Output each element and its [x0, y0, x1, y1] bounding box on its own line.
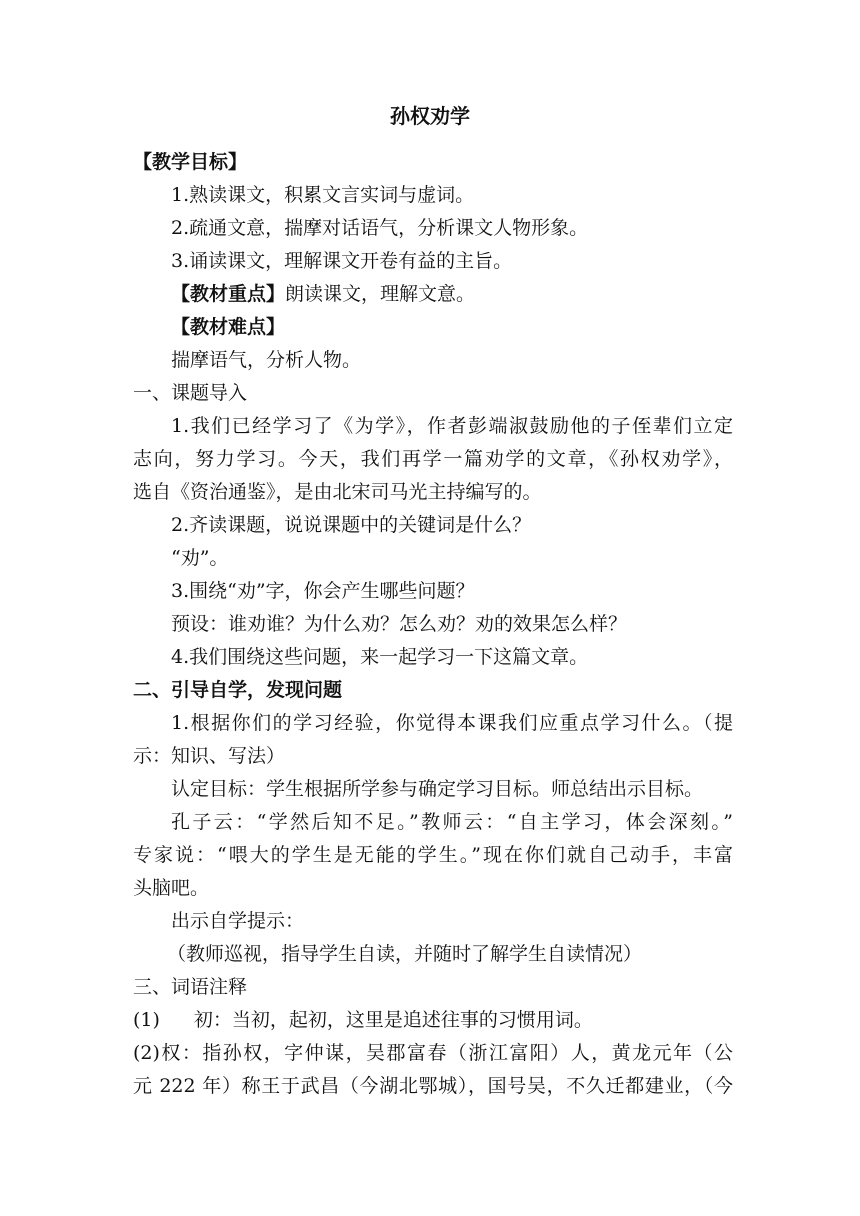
section3-heading: 三、词语注释 — [133, 976, 248, 998]
difficulty-label: 【教材难点】 — [171, 316, 286, 338]
objective-item: 2.疏通文意，揣摩对话语气，分析课文人物形象。 — [171, 217, 589, 239]
section2-p4: 出示自学提示： — [171, 910, 305, 932]
objective-item: 1.熟读课文，积累文言实词与虚词。 — [171, 184, 475, 206]
section1-p1-line: 1.我们已经学习了《为学》，作者彭端淑鼓励他的子侄辈们立定 — [171, 415, 733, 437]
note-2-line: (2)权：指孙权，字仲谋，吴郡富春（浙江富阳）人，黄龙元年（公 — [133, 1042, 733, 1064]
section2-p1-line: 示：知识、写法） — [133, 745, 286, 767]
section2-p2: 认定目标：学生根据所学参与确定学习目标。师总结出示目标。 — [171, 778, 704, 800]
note-1-label: (1) — [133, 1009, 160, 1031]
objective-item: 3.诵读课文，理解课文开卷有益的主旨。 — [171, 250, 513, 272]
document-title: 孙权劝学 — [390, 104, 470, 128]
section2-p3-line: 专家说：“喂大的学生是无能的学生。”现在你们就自己动手，丰富 — [133, 844, 733, 866]
section1-p1-line: 选自《资治通鉴》，是由北宋司马光主持编写的。 — [133, 481, 542, 503]
section2-p3-line: 孔子云：“学然后知不足。”教师云：“自主学习，体会深刻。” — [171, 811, 733, 833]
section1-p1-line: 志向，努力学习。今天，我们再学一篇劝学的文章，《孙权劝学》， — [133, 448, 733, 470]
section1-p4: 4.我们围绕这些问题，来一起学习一下这篇文章。 — [171, 646, 589, 668]
difficulty-text: 揣摩语气，分析人物。 — [171, 349, 362, 371]
note-2-line: 元 222 年）称王于武昌（今湖北鄂城），国号吴，不久迁都建业，（今 — [133, 1075, 733, 1097]
section1-p2-answer: “劝”。 — [171, 547, 229, 569]
note-1-text: 初：当初，起初，这里是追述往事的习惯用词。 — [193, 1009, 593, 1031]
key-point — [133, 280, 733, 308]
key-point-label: 【教材重点】 — [171, 283, 286, 305]
section2-p1-line: 1.根据你们的学习经验，你觉得本课我们应重点学习什么。（提 — [171, 712, 733, 734]
objectives-heading: 【教学目标】 — [133, 151, 248, 173]
section1-heading: 一、课题导入 — [133, 382, 248, 404]
note-1 — [133, 1006, 733, 1034]
section1-p2: 2.齐读课题，说说课题中的关键词是什么？ — [171, 514, 532, 536]
section2-heading: 二、引导自学，发现问题 — [133, 679, 343, 701]
key-point-text: 朗读课文，理解文意。 — [285, 283, 476, 305]
section2-p3-line: 头脑吧。 — [133, 877, 210, 899]
section2-p5: （教师巡视，指导学生自读，并随时了解学生自读情况） — [167, 943, 643, 965]
section1-p3: 3.围绕“劝”字，你会产生哪些问题？ — [171, 580, 475, 602]
section1-p3-answer: 预设：谁劝谁？为什么劝？怎么劝？劝的效果怎么样？ — [171, 613, 628, 635]
